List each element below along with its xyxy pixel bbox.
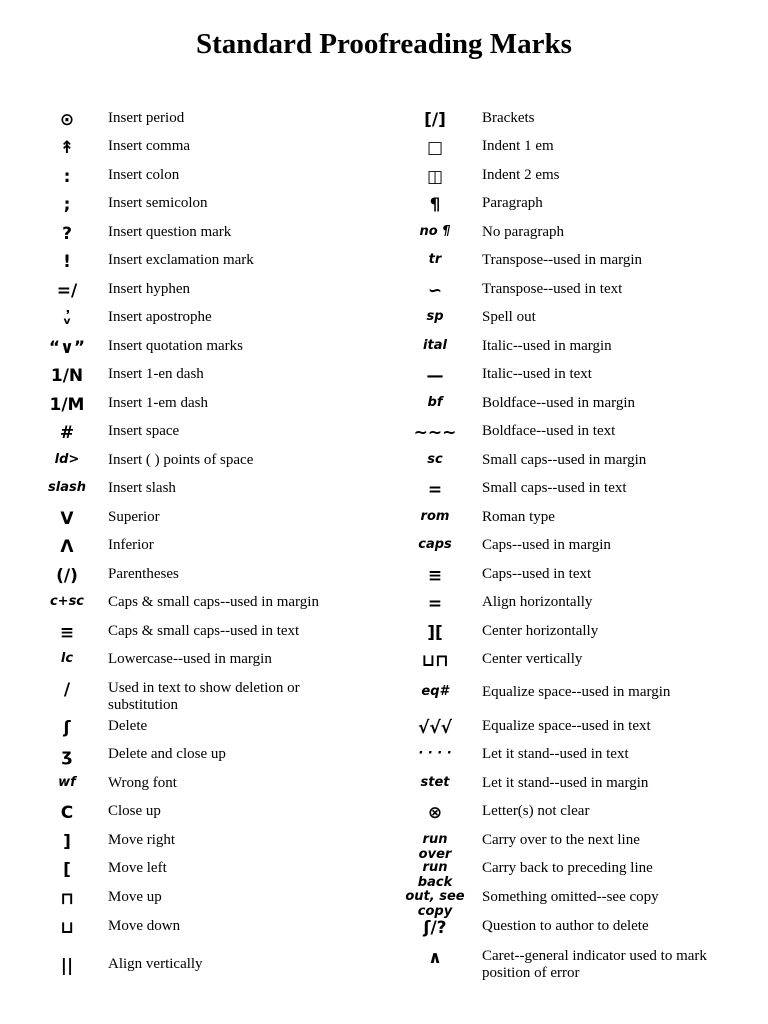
proof-mark-symbol: sp bbox=[426, 309, 444, 324]
proof-mark-symbol: ⊓ bbox=[60, 889, 74, 909]
proof-mark-symbol: C bbox=[60, 803, 74, 823]
proof-mark-label: Close up bbox=[108, 803, 161, 819]
proof-mark-label: Move down bbox=[108, 918, 181, 934]
proof-mark-symbol: · · · · bbox=[418, 746, 452, 761]
proof-mark-label: Insert comma bbox=[108, 138, 191, 154]
proof-mark-label: Insert semicolon bbox=[108, 195, 208, 211]
proof-mark-symbol: = bbox=[427, 480, 443, 500]
proof-mark-label: Paragraph bbox=[482, 195, 543, 211]
proof-mark-symbol: √√√ bbox=[417, 718, 453, 738]
proof-mark-symbol: ¶ bbox=[429, 195, 441, 215]
proof-mark-label: Center horizontally bbox=[482, 623, 599, 639]
proof-mark-label: Letter(s) not clear bbox=[482, 803, 590, 819]
proof-mark-symbol: run over bbox=[418, 832, 452, 862]
proof-mark-label: Parentheses bbox=[108, 566, 179, 582]
proof-mark-label: Wrong font bbox=[108, 775, 177, 791]
proof-mark-label: Carry back to preceding line bbox=[482, 860, 653, 876]
proof-mark-label: Let it stand--used in text bbox=[482, 746, 629, 762]
proof-mark-symbol: [ bbox=[63, 860, 71, 880]
proof-mark-label: Question to author to delete bbox=[482, 918, 649, 934]
proof-mark-label: Brackets bbox=[482, 110, 535, 126]
proof-mark-symbol: lc bbox=[60, 651, 74, 666]
proof-mark-label: Boldface--used in margin bbox=[482, 395, 636, 411]
proof-mark-label: Insert hyphen bbox=[108, 281, 191, 297]
proof-mark-label: Caps--used in margin bbox=[482, 537, 611, 553]
proof-mark-symbol: wf bbox=[58, 775, 76, 790]
proof-mark-symbol: ~~~ bbox=[413, 423, 457, 443]
proof-mark-label: Carry over to the next line bbox=[482, 832, 640, 848]
proof-mark-symbol: ᵥ̓ bbox=[62, 309, 72, 329]
proof-mark-symbol: eq# bbox=[421, 684, 449, 699]
proof-mark-label: Transpose--used in margin bbox=[482, 252, 642, 268]
proof-mark-symbol: ⊙ bbox=[59, 110, 75, 130]
proof-mark-symbol: ⊗ bbox=[427, 803, 443, 823]
proof-mark-label: Inferior bbox=[108, 537, 154, 553]
proof-mark-label: Roman type bbox=[482, 509, 555, 525]
proof-mark-symbol: ld> bbox=[54, 452, 80, 467]
proof-mark-label: Align vertically bbox=[108, 956, 203, 972]
proof-mark-symbol: no ¶ bbox=[419, 224, 451, 239]
proof-mark-label: Align horizontally bbox=[482, 594, 593, 610]
proof-mark-label: Small caps--used in text bbox=[482, 480, 627, 496]
page-title: Standard Proofreading Marks bbox=[196, 28, 572, 60]
proof-mark-symbol: ʃ bbox=[63, 718, 71, 738]
proof-mark-symbol: ◫ bbox=[426, 167, 444, 187]
proof-mark-label: Transpose--used in text bbox=[482, 281, 623, 297]
proof-mark-label: Insert 1-em dash bbox=[108, 395, 208, 411]
proof-mark-symbol: ital bbox=[423, 338, 447, 353]
proof-mark-label: Move up bbox=[108, 889, 162, 905]
proof-mark-label: Boldface--used in text bbox=[482, 423, 616, 439]
proof-mark-label: Insert apostrophe bbox=[108, 309, 212, 325]
proof-mark-symbol: ; bbox=[63, 195, 71, 215]
proof-mark-symbol: ≡ bbox=[59, 623, 75, 643]
proof-mark-label: Insert ( ) points of space bbox=[108, 452, 254, 468]
proof-mark-symbol: ⊔ bbox=[60, 918, 74, 938]
proof-mark-label: Italic--used in margin bbox=[482, 338, 612, 354]
proof-mark-symbol: slash bbox=[48, 480, 86, 495]
proof-mark-label: Equalize space--used in text bbox=[482, 718, 651, 734]
proof-mark-symbol: ↟ bbox=[59, 138, 75, 158]
proof-mark-symbol: sc bbox=[427, 452, 443, 467]
proof-mark-label: Caps & small caps--used in text bbox=[108, 623, 300, 639]
proof-mark-label: Insert period bbox=[108, 110, 185, 126]
proof-mark-symbol: ʒ bbox=[61, 746, 73, 766]
proof-mark-symbol: stet bbox=[420, 775, 450, 790]
proof-mark-label: Small caps--used in margin bbox=[482, 452, 647, 468]
proof-mark-symbol: ][ bbox=[427, 623, 443, 643]
proof-mark-label: Insert colon bbox=[108, 167, 180, 183]
proof-mark-symbol: out, see copy bbox=[405, 889, 465, 919]
proof-mark-symbol: rom bbox=[420, 509, 450, 524]
proof-mark-symbol: ∽ bbox=[427, 281, 443, 301]
proof-mark-label: Delete bbox=[108, 718, 148, 734]
proof-mark-label: Move right bbox=[108, 832, 176, 848]
proof-mark-symbol: =/ bbox=[56, 281, 78, 301]
proof-mark-label: Delete and close up bbox=[108, 746, 226, 762]
proof-mark-symbol: Λ bbox=[60, 537, 74, 557]
proof-mark-symbol: / bbox=[63, 680, 71, 700]
proof-mark-symbol: # bbox=[59, 423, 75, 443]
proof-mark-symbol: ] bbox=[63, 832, 71, 852]
proof-mark-symbol: 1/N bbox=[50, 366, 84, 386]
proof-mark-symbol: : bbox=[63, 167, 71, 187]
proof-mark-label: Insert question mark bbox=[108, 224, 232, 240]
proof-mark-symbol: ⊔⊓ bbox=[421, 651, 449, 671]
proof-mark-label: Caps--used in text bbox=[482, 566, 592, 582]
proof-mark-symbol: ≡ bbox=[427, 566, 443, 586]
proof-mark-label: Insert quotation marks bbox=[108, 338, 243, 354]
proof-mark-symbol: (/) bbox=[56, 566, 78, 586]
proof-mark-label: Indent 2 ems bbox=[482, 167, 560, 183]
proof-mark-label: Superior bbox=[108, 509, 160, 525]
proof-mark-label: Insert exclamation mark bbox=[108, 252, 254, 268]
proof-mark-symbol: = bbox=[427, 594, 443, 614]
proof-mark-label: Used in text to show deletion or substitution bbox=[108, 680, 300, 713]
proof-mark-symbol: □ bbox=[426, 138, 444, 158]
proof-mark-symbol: ʃ/? bbox=[423, 918, 447, 938]
proof-mark-symbol: c+sc bbox=[49, 594, 85, 609]
proof-mark-label: Something omitted--see copy bbox=[482, 889, 659, 905]
proof-mark-label: Equalize space--used in margin bbox=[482, 684, 671, 700]
proof-mark-symbol: 1/M bbox=[49, 395, 85, 415]
proof-mark-label: Caps & small caps--used in margin bbox=[108, 594, 319, 610]
proof-mark-symbol: || bbox=[60, 956, 74, 976]
proof-mark-symbol: ∧ bbox=[428, 948, 442, 968]
proof-mark-label: Insert space bbox=[108, 423, 180, 439]
proof-mark-symbol: bf bbox=[427, 395, 443, 410]
proof-mark-label: Caret--general indicator used to mark position of error bbox=[482, 948, 707, 981]
proof-mark-label: Insert slash bbox=[108, 480, 176, 496]
proof-mark-label: Center vertically bbox=[482, 651, 583, 667]
proof-mark-label: Lowercase--used in margin bbox=[108, 651, 272, 667]
proof-mark-label: No paragraph bbox=[482, 224, 565, 240]
proof-mark-symbol: tr bbox=[428, 252, 442, 267]
proof-mark-label: Italic--used in text bbox=[482, 366, 592, 382]
proof-mark-symbol: — bbox=[426, 366, 444, 386]
proof-mark-label: Move left bbox=[108, 860, 167, 876]
proof-mark-symbol: [/] bbox=[424, 110, 446, 130]
proof-mark-label: Insert 1-en dash bbox=[108, 366, 204, 382]
proof-mark-symbol: ! bbox=[63, 252, 71, 272]
proof-mark-symbol: run back bbox=[417, 860, 453, 890]
proof-mark-label: Let it stand--used in margin bbox=[482, 775, 649, 791]
proof-mark-label: Indent 1 em bbox=[482, 138, 554, 154]
proof-mark-symbol: V bbox=[60, 509, 74, 529]
proof-mark-label: Spell out bbox=[482, 309, 536, 325]
proof-mark-symbol: “∨” bbox=[48, 338, 86, 358]
proof-mark-symbol: ? bbox=[62, 224, 72, 244]
proof-mark-symbol: caps bbox=[418, 537, 452, 552]
